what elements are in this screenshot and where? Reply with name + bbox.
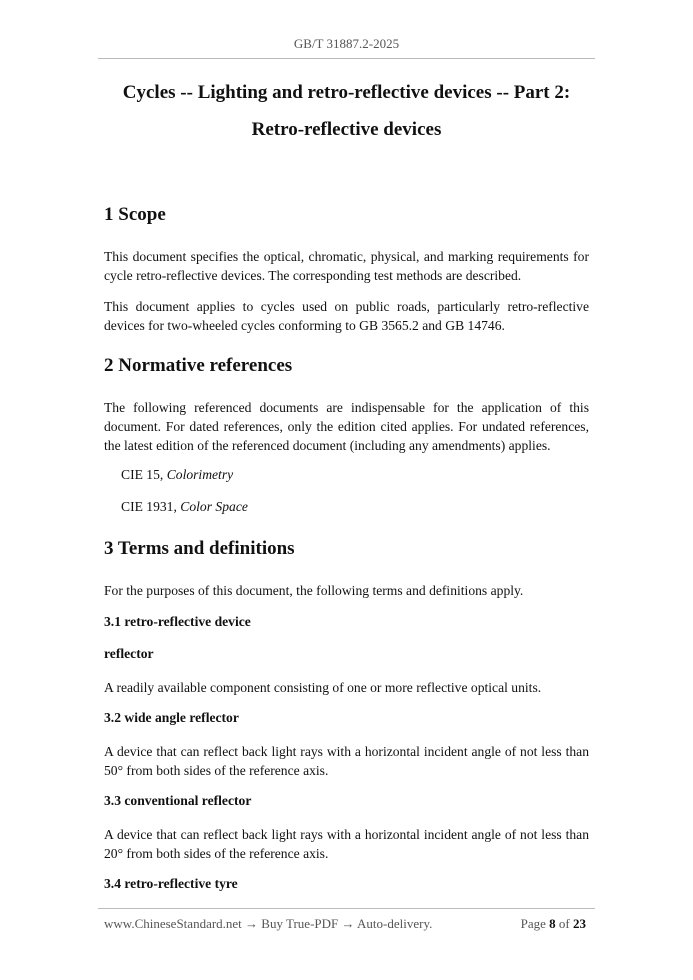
header-rule	[98, 58, 595, 59]
section-heading-terms: 3 Terms and definitions	[104, 538, 295, 559]
reference-code: CIE 1931,	[121, 499, 177, 514]
terms-intro: For the purposes of this document, the following terms and definitions apply.	[104, 583, 524, 598]
scope-paragraph-1: This document specifies the optical, chromatic, physical, and marking requirements for cycle retro-reflective devices. The corresponding test methods are described.	[104, 249, 589, 283]
page-number: 8	[549, 916, 556, 931]
page-indicator	[521, 916, 586, 932]
reference-title: Color Space	[180, 499, 248, 514]
term-3-3-definition: A device that can reflect back light rays with a horizontal incident angle of not less than 20° from both sides of the reference axis.	[104, 827, 589, 861]
normative-paragraph: The following referenced documents are indispensable for the application of this document. For dated references, only the edition cited applies. For undated references, the latest edition of the referenced document (including any amendments) applies.	[104, 400, 589, 453]
reference-code: CIE 15,	[121, 467, 164, 482]
term-3-3: 3.3 conventional reflector	[104, 793, 252, 808]
reference-item	[121, 467, 233, 483]
of-word: of	[558, 916, 570, 931]
arrow-icon: →	[341, 916, 355, 931]
section-heading-scope: 1 Scope	[104, 204, 166, 225]
footer-links	[104, 916, 432, 932]
scope-paragraph-2: This document applies to cycles used on public roads, particularly retro-reflective devices for two-wheeled cycles conforming to GB 3565.2 and GB 14746.	[104, 299, 589, 333]
page-footer	[104, 916, 586, 932]
page-total: 23	[573, 916, 586, 931]
page-header: GB/T 31887.2-2025	[293, 36, 400, 51]
term-3-4: 3.4 retro-reflective tyre	[104, 876, 238, 891]
arrow-icon: →	[245, 916, 259, 931]
term-3-1-definition: A readily available component consisting of one or more reflective optical units.	[104, 680, 542, 695]
term-3-2-definition: A device that can reflect back light rays with a horizontal incident angle of not less than 50° from both sides of the reference axis.	[104, 744, 589, 778]
term-3-2: 3.2 wide angle reflector	[104, 710, 239, 725]
delivery-text: Auto-delivery.	[357, 916, 433, 931]
reference-item	[121, 499, 248, 515]
site-link[interactable]: www.ChineseStandard.net	[104, 916, 242, 931]
term-3-1: 3.1 retro-reflective device	[104, 614, 251, 629]
reference-title: Colorimetry	[166, 467, 234, 482]
term-3-1-alternative: reflector	[104, 646, 154, 661]
document-title-line2: Retro-reflective devices	[251, 119, 442, 140]
page-word: Page	[520, 916, 546, 931]
buy-pdf-link[interactable]: Buy True-PDF	[261, 916, 339, 931]
section-heading-normative-references: 2 Normative references	[104, 355, 293, 376]
footer-rule	[98, 908, 595, 909]
document-title-line1: Cycles -- Lighting and retro-reflective devices -- Part 2:	[122, 82, 571, 103]
